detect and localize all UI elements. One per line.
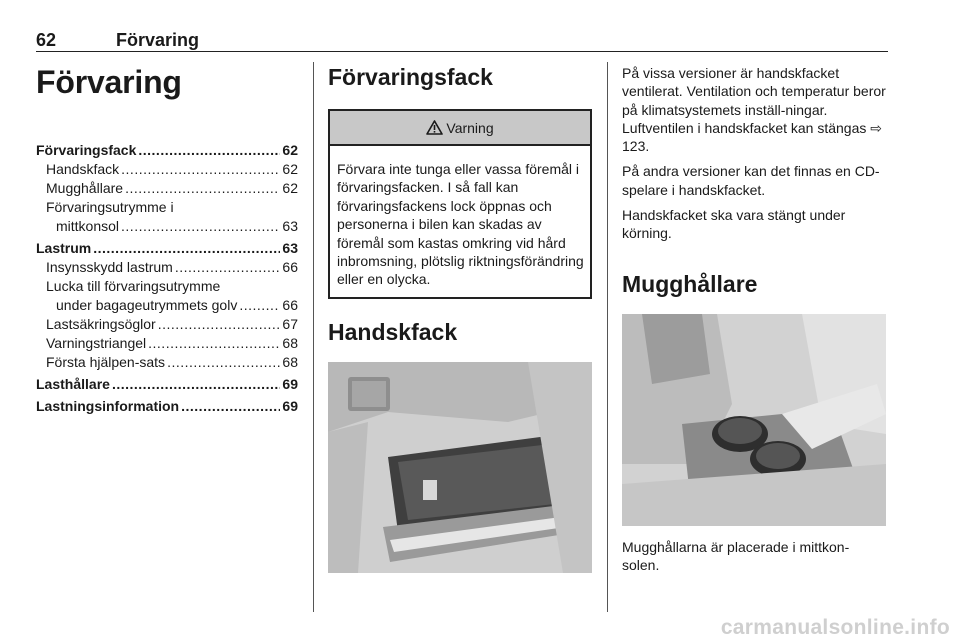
chapter-title: Förvaring (36, 64, 182, 100)
toc-entry-line1[interactable]: Lucka till förvaringsutrymme (46, 278, 221, 294)
column-divider-right (607, 62, 608, 612)
section-title-cupholder: Mugghållare (622, 270, 758, 297)
toc-entry[interactable]: Första hjälpen-sats ..... 68 (36, 353, 298, 372)
toc-entry[interactable]: under bagageutrymmets golv ..... 66 (36, 296, 298, 315)
watermark: carmanualsonline.info (720, 616, 950, 639)
warning-heading: Varning (446, 119, 494, 136)
toc-entry[interactable]: Lastsäkringsöglor ..... 67 (36, 315, 298, 334)
warning-header (330, 111, 590, 146)
toc-entry[interactable]: Lastningsinformation ..... 69 (36, 397, 298, 416)
column-glovebox-text (622, 64, 886, 574)
toc-entry[interactable]: mittkonsol ..... 63 (36, 217, 298, 236)
toc-entry[interactable]: Mugghållare ..... 62 (36, 179, 298, 198)
cupholder-photo (622, 314, 886, 526)
warning-text: Förvara inte tunga eller vassa föremål i förvaringsfacken. I så fall kan förvaringsfackens lock öppnas och personerna i bilen kan skadas av föremål som kastas omkring vid hård inbromsning, plötslig riktningsförändring eller en olycka. (337, 161, 584, 288)
section-title-glovebox: Handskfack (328, 318, 458, 345)
column-divider-left (313, 62, 314, 612)
warning-triangle-icon (426, 120, 443, 135)
column-storage (328, 64, 592, 573)
paragraph-ventilation: På vissa versioner är handskfacket ventilerat. Ventilation och temperatur beror på klimatsystemets inställ-ningar. Luftventilen i handskfacket kan stängas ⇨ 123. (622, 65, 886, 155)
page-reference-link[interactable]: 123. (622, 138, 650, 155)
page-number: 62 (36, 30, 57, 50)
header-rule (36, 51, 888, 52)
paragraph-closed-driving: Handskfacket ska vara stängt under körning. (622, 207, 846, 242)
table-of-contents (36, 64, 298, 416)
section-title-storage: Förvaringsfack (328, 64, 493, 90)
toc-entry[interactable]: Insynsskydd lastrum ..... 66 (36, 258, 298, 277)
toc-entry[interactable]: Lastrum ..... 63 (36, 239, 298, 258)
page-reference-arrow-icon: ⇨ (870, 119, 883, 136)
cupholder-caption: Mugghållarna är placerade i mittkon-solen. (622, 538, 850, 573)
toc-entry[interactable]: Lasthållare ..... 69 (36, 375, 298, 394)
toc-entry-line1[interactable]: Förvaringsutrymme i (46, 199, 174, 215)
warning-box (328, 109, 592, 299)
toc-entry[interactable]: Förvaringsfack ..... 62 (36, 141, 298, 160)
glovebox-photo (328, 362, 592, 573)
toc-entry[interactable]: Varningstriangel ..... 68 (36, 334, 298, 353)
toc-entry[interactable]: Handskfack ..... 62 (36, 160, 298, 179)
running-header-title: Förvaring (116, 30, 200, 50)
paragraph-cd-player: På andra versioner kan det finnas en CD-spelare i handskfacket. (622, 163, 880, 198)
